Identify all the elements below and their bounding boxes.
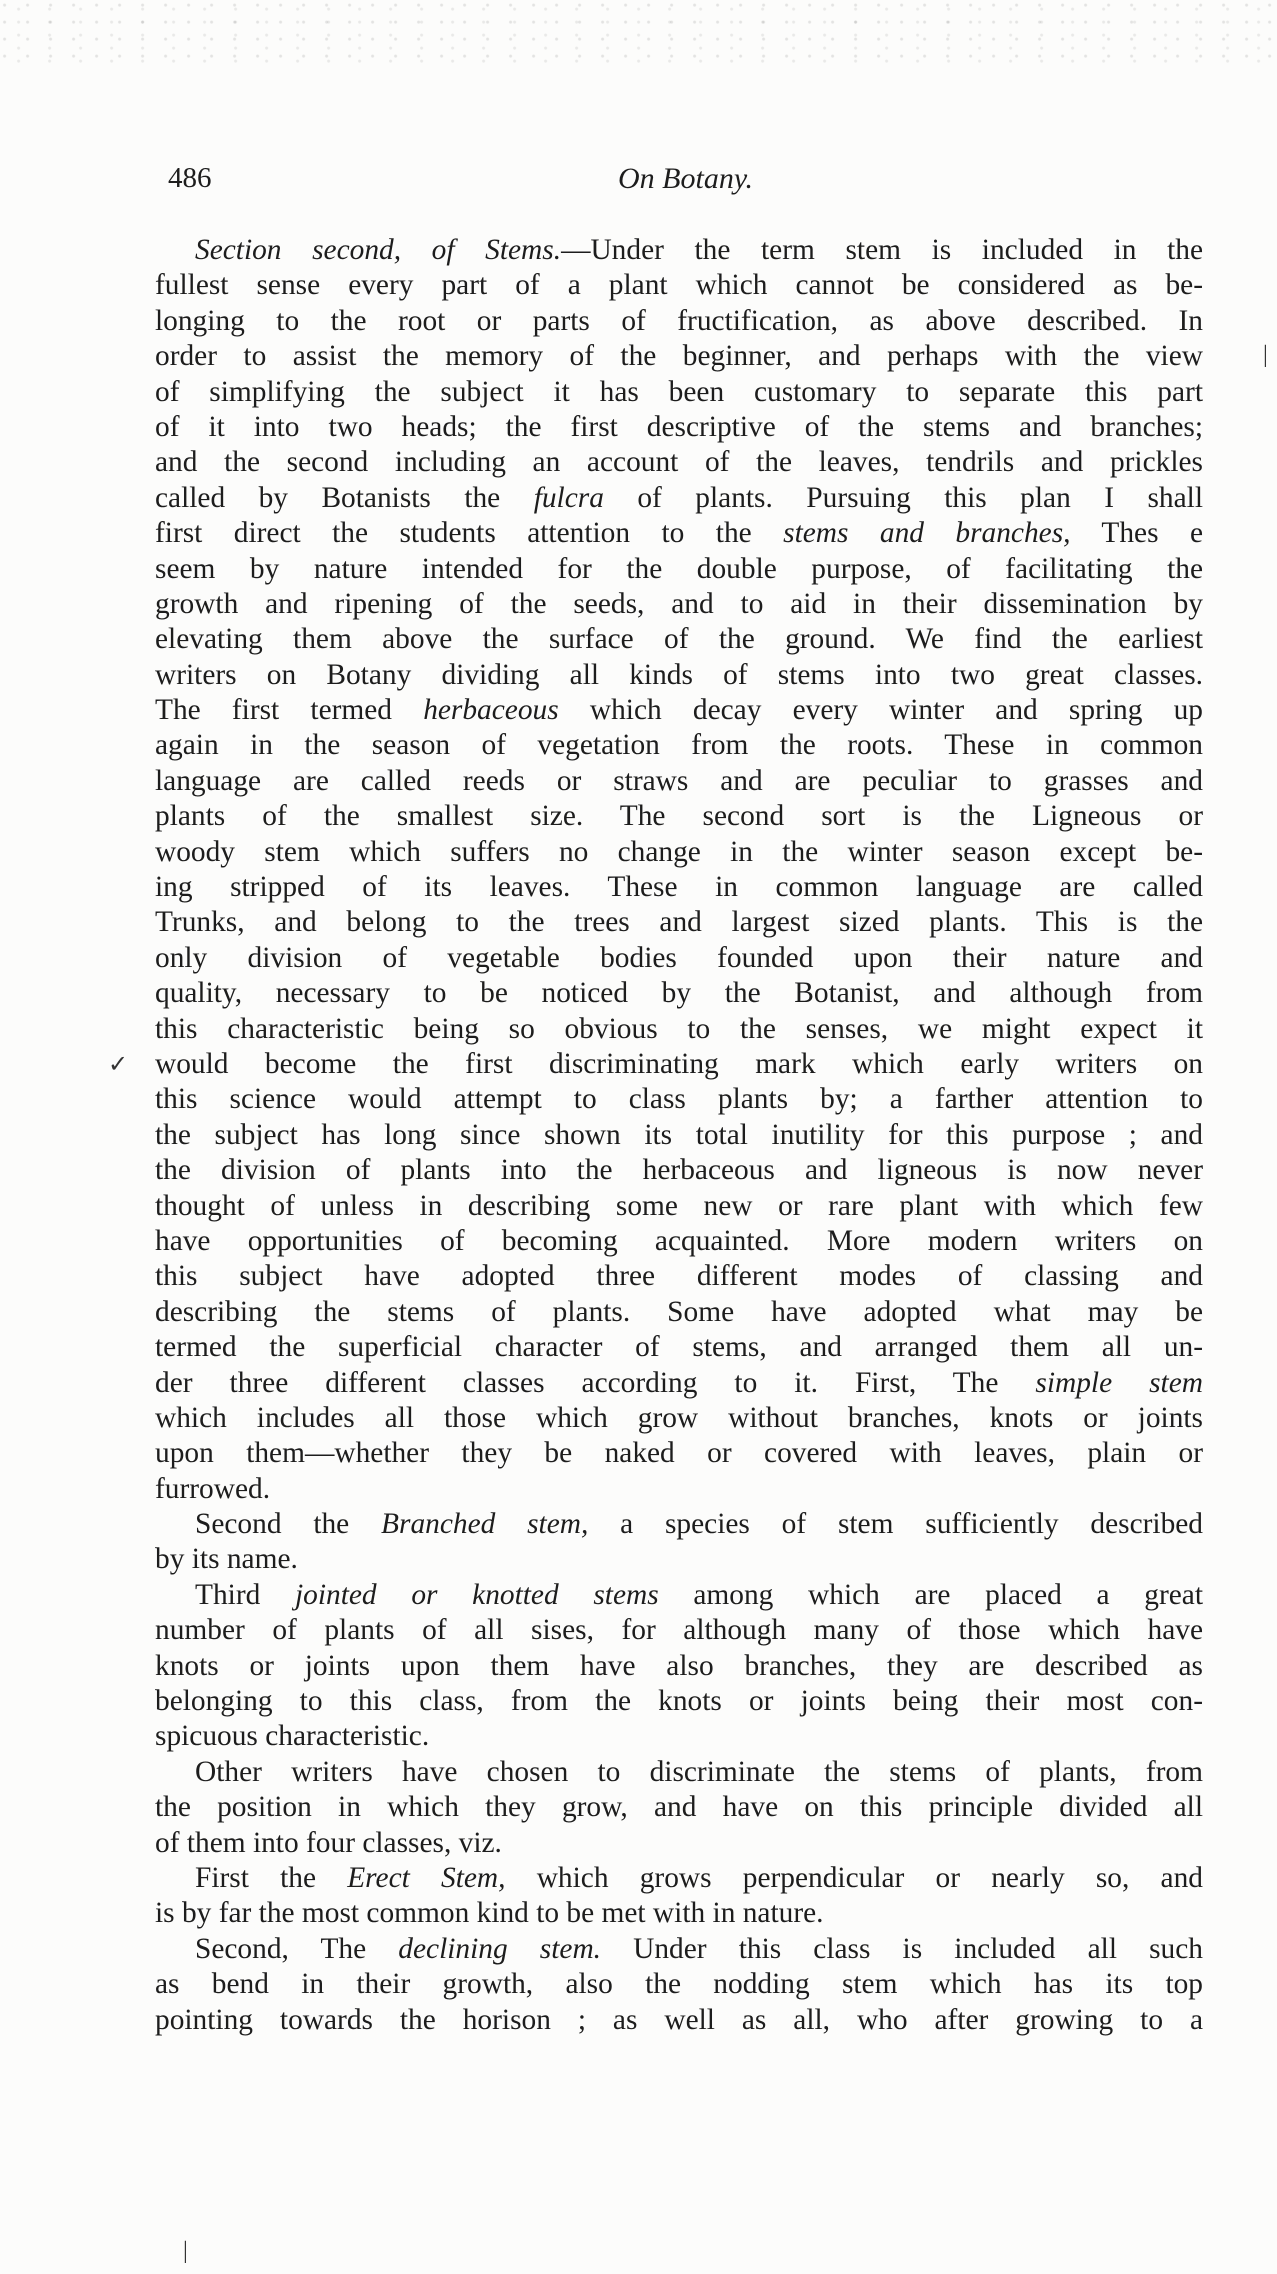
text-line (155, 304, 1203, 339)
text-segment: termed the superficial character of stems, and arranged them all un- (155, 1331, 1203, 1364)
text-line (155, 1295, 1203, 1330)
text-line (155, 1542, 1203, 1577)
text-line (155, 552, 1203, 587)
text-line (155, 1613, 1203, 1648)
page-number: 486 (168, 162, 212, 194)
text-line (155, 835, 1203, 870)
text-line (155, 1861, 1203, 1896)
text-line (155, 1826, 1203, 1861)
text-segment: this characteristic being so obvious to the senses, we might expect it (155, 1012, 1203, 1045)
text-segment: Second, The (195, 1932, 399, 1965)
text-line (155, 268, 1203, 303)
text-segment: elevating them above the surface of the ground. We find the earliest (155, 623, 1203, 656)
text-segment: pointing towards the horison ; as well as all, who after growing to a (155, 2003, 1203, 2036)
text-segment: seem by nature intended for the double purpose, of facilitating the (155, 552, 1203, 585)
text-line (155, 1472, 1203, 1507)
text-segment: ing stripped of its leaves. These in common language are called (155, 871, 1203, 904)
text-line (155, 1932, 1203, 1967)
italic-term: herbaceous (423, 694, 559, 727)
text-segment: would become the first discriminating mark which early writers on (155, 1047, 1203, 1080)
text-segment: belonging to this class, from the knots or joints being their most con- (155, 1685, 1203, 1718)
text-segment: of it into two heads; the first descriptive of the stems and branches; (155, 410, 1203, 443)
text-segment: the subject has long since shown its total inutility for this purpose ; and (155, 1118, 1203, 1151)
text-segment: only division of vegetable bodies founded upon their nature and (155, 941, 1203, 974)
text-line (155, 1330, 1203, 1365)
text-segment: spicuous characteristic. (155, 1720, 430, 1753)
italic-term: fulcra (533, 481, 604, 514)
text-segment: longing to the root or parts of fructification, as above described. In (155, 304, 1203, 337)
text-segment: writers on Botany dividing all kinds of stems into two great classes. (155, 658, 1203, 691)
text-line (155, 1967, 1203, 2002)
text-line (155, 1649, 1203, 1684)
text-segment: plants of the smallest size. The second sort is the Ligneous or (155, 800, 1203, 833)
text-segment: first direct the students attention to the (155, 517, 784, 550)
text-segment: which grows perpendicular or nearly so, and (505, 1861, 1203, 1894)
text-line (155, 1189, 1203, 1224)
text-line (155, 516, 1203, 551)
text-segment: by its name. (155, 1543, 298, 1576)
text-line (155, 2003, 1203, 2038)
italic-term: simple stem (1035, 1366, 1203, 1399)
text-line (155, 764, 1203, 799)
text-line (155, 1755, 1203, 1790)
text-line (155, 941, 1203, 976)
text-segment: order to assist the memory of the beginner, and perhaps with the view (155, 340, 1203, 373)
text-segment: a species of stem sufficiently described (588, 1508, 1203, 1541)
italic-term: jointed or knotted stems (295, 1578, 659, 1611)
text-segment: this subject have adopted three different modes of classing and (155, 1260, 1203, 1293)
text-segment: is by far the most common kind to be met with in nature. (155, 1897, 824, 1930)
text-line (155, 1366, 1203, 1401)
text-segment: which decay every winter and spring up (558, 694, 1203, 727)
text-line (155, 339, 1203, 374)
text-line (155, 1684, 1203, 1719)
text-line (155, 587, 1203, 622)
text-line (155, 728, 1203, 763)
text-segment: again in the season of vegetation from the roots. These in common (155, 729, 1203, 762)
text-line (155, 445, 1203, 480)
text-line (155, 799, 1203, 834)
text-segment: upon them—whether they be naked or covered with leaves, plain or (155, 1437, 1203, 1470)
text-line (155, 410, 1203, 445)
text-segment: and the second including an account of the leaves, tendrils and prickles (155, 446, 1203, 479)
text-segment: woody stem which suffers no change in the winter season except be- (155, 835, 1203, 868)
text-segment: Second the (195, 1508, 382, 1541)
text-line (155, 1436, 1203, 1471)
text-segment: Third (195, 1578, 295, 1611)
text-line (155, 870, 1203, 905)
text-line (155, 1896, 1203, 1931)
text-line (155, 1719, 1203, 1754)
text-line (155, 481, 1203, 516)
text-segment: describing the stems of plants. Some have adopted what may be (155, 1295, 1203, 1328)
text-segment: The first termed (155, 694, 424, 727)
text-segment: language are called reeds or straws and are peculiar to grasses and (155, 764, 1203, 797)
text-segment: Trunks, and belong to the trees and largest sized plants. This is the (155, 906, 1203, 939)
text-line (155, 1118, 1203, 1153)
text-segment: as bend in their growth, also the nodding stem which has its top (155, 1968, 1203, 2001)
text-segment: of them into four classes, viz. (155, 1826, 502, 1859)
text-line (155, 1047, 1203, 1082)
text-segment: number of plants of all sises, for although many of those which have (155, 1614, 1203, 1647)
scan-speckle (0, 0, 1277, 70)
text-segment: quality, necessary to be noticed by the Botanist, and although from (155, 977, 1203, 1010)
italic-term: Section second, of Stems. (195, 234, 562, 266)
text-segment: Thes e (1070, 517, 1204, 550)
text-segment: First the (195, 1861, 348, 1894)
text-segment: —Under the term stem is included in the (561, 234, 1203, 266)
text-segment: Other writers have chosen to discriminate the stems of plants, from (195, 1755, 1203, 1788)
italic-term: stems and branches, (783, 517, 1071, 550)
text-segment: have opportunities of becoming acquainted. More modern writers on (155, 1224, 1203, 1257)
italic-term: Branched stem, (381, 1508, 589, 1541)
text-segment: growth and ripening of the seeds, and to aid in their dissemination by (155, 587, 1203, 620)
text-segment: Under this class is included all such (601, 1932, 1203, 1965)
text-segment: of plants. Pursuing this plan I shall (603, 481, 1203, 514)
italic-term: declining stem. (398, 1932, 602, 1965)
text-line (155, 905, 1203, 940)
text-segment: called by Botanists the (155, 481, 534, 514)
text-line (155, 693, 1203, 728)
italic-term: Erect Stem, (347, 1861, 506, 1894)
body-text (155, 233, 1203, 2038)
text-segment: of simplifying the subject it has been customary to separate this part (155, 375, 1203, 408)
margin-mark: | (183, 2238, 188, 2264)
text-segment: this science would attempt to class plants by; a farther attention to (155, 1083, 1203, 1116)
margin-mark: ✓ (108, 1052, 129, 1078)
text-line (155, 1507, 1203, 1542)
text-line (155, 1082, 1203, 1117)
text-segment: knots or joints upon them have also branches, they are described as (155, 1649, 1203, 1682)
text-segment: fullest sense every part of a plant which cannot be considered as be- (155, 269, 1203, 302)
text-line (155, 658, 1203, 693)
text-line (155, 233, 1203, 268)
text-segment: which includes all those which grow without branches, knots or joints (155, 1401, 1203, 1434)
running-title: On Botany. (618, 162, 753, 195)
text-segment: among which are placed a great (658, 1578, 1203, 1611)
text-segment: thought of unless in describing some new or rare plant with which few (155, 1189, 1203, 1222)
text-line (155, 375, 1203, 410)
running-head (168, 162, 1198, 202)
text-line (155, 1790, 1203, 1825)
text-line (155, 1224, 1203, 1259)
margin-mark: | (1263, 342, 1268, 368)
text-line (155, 1012, 1203, 1047)
text-line (155, 976, 1203, 1011)
text-line (155, 622, 1203, 657)
text-line (155, 1153, 1203, 1188)
text-segment: der three different classes according to it. First, The (155, 1366, 1036, 1399)
text-segment: the position in which they grow, and have on this principle divided all (155, 1791, 1203, 1824)
text-line (155, 1578, 1203, 1613)
text-line (155, 1259, 1203, 1294)
text-line (155, 1401, 1203, 1436)
text-segment: the division of plants into the herbaceous and ligneous is now never (155, 1154, 1203, 1187)
text-segment: furrowed. (155, 1472, 271, 1505)
